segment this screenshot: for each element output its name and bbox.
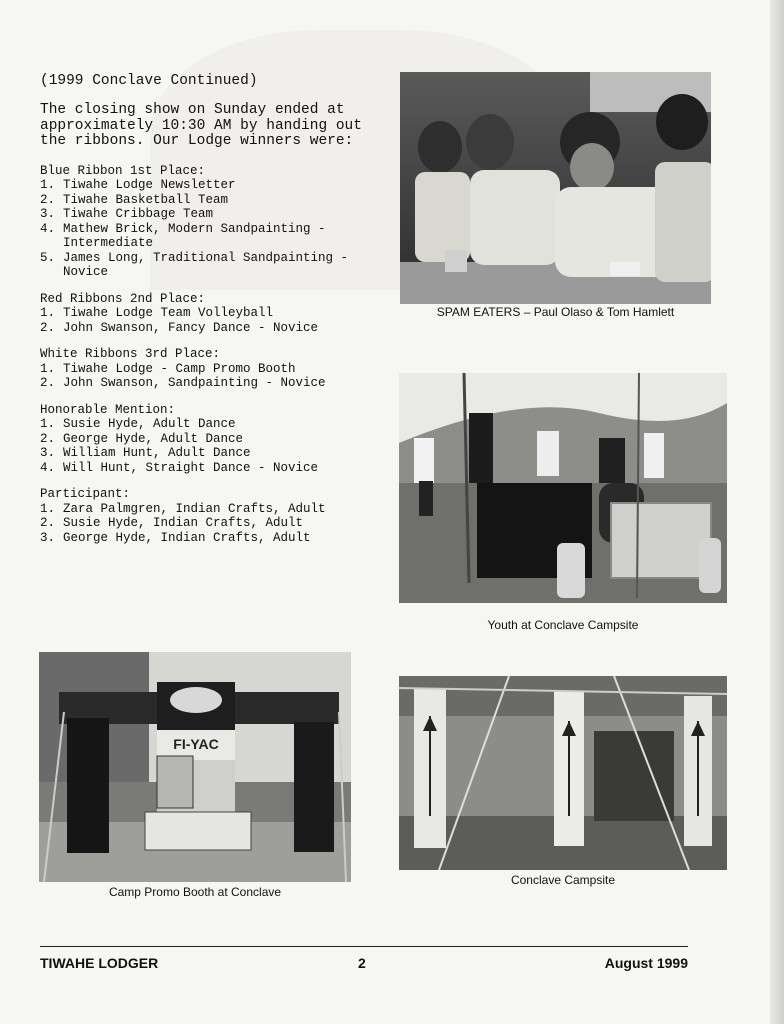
list-item: [40, 362, 385, 377]
list-item-number: 1.: [40, 501, 56, 516]
page-edge: [770, 0, 784, 1024]
list-item: [40, 502, 385, 517]
caption-promo-booth: Camp Promo Booth at Conclave: [108, 885, 282, 899]
list-item: [40, 516, 385, 531]
list-item-number: 1.: [40, 361, 56, 376]
list-item: [40, 417, 385, 432]
list-item: [40, 178, 385, 193]
list-item: [40, 461, 385, 476]
list-item-text: Tiwahe Lodge - Camp Promo Booth: [63, 361, 296, 376]
article-heading: (1999 Conclave Continued): [40, 73, 258, 89]
list-item-text: Zara Palmgren, Indian Crafts, Adult: [63, 501, 326, 516]
list-item: [40, 251, 385, 280]
text-column: [40, 73, 385, 557]
list-item-number: 4.: [40, 460, 56, 475]
footer-newsletter-name: TIWAHE LODGER: [40, 955, 159, 971]
list-item-number: 1.: [40, 306, 56, 320]
list-item-number: 3.: [40, 446, 56, 460]
list-item: [40, 306, 385, 321]
list-item-number: 3.: [40, 207, 56, 221]
footer-rule: [40, 946, 688, 947]
list-item-number: 2.: [40, 376, 56, 390]
list-item-text: Tiwahe Lodge Team Volleyball: [63, 306, 274, 320]
list-item-text: William Hunt, Adult Dance: [63, 446, 251, 460]
section-title: Honorable Mention:: [40, 402, 176, 417]
list-item-text: Mathew Brick, Modern Sandpainting - Intermediate: [63, 221, 326, 250]
list-item-text: Susie Hyde, Adult Dance: [63, 417, 236, 431]
spam-eaters-image: [400, 72, 711, 304]
footer-page-number: 2: [358, 955, 366, 971]
list-item-number: 2.: [40, 320, 56, 335]
list-item: [40, 446, 385, 461]
list-item-number: 2.: [40, 192, 56, 207]
list-item: [40, 193, 385, 208]
list-item-number: 3.: [40, 530, 56, 545]
booth-sign-text: FI-YAC: [173, 736, 219, 752]
photo-youth-campsite: [399, 373, 727, 603]
list-item-text: George Hyde, Indian Crafts, Adult: [63, 530, 311, 545]
caption-conclave-campsite: Conclave Campsite: [510, 873, 616, 887]
list-item: [40, 531, 385, 546]
list-item-number: 5.: [40, 250, 56, 265]
list-item-number: 1.: [40, 417, 56, 431]
list-item-text: John Swanson, Sandpainting - Novice: [63, 376, 326, 390]
list-item: [40, 432, 385, 447]
list-item-text: John Swanson, Fancy Dance - Novice: [63, 320, 319, 335]
list-item-text: Tiwahe Basketball Team: [63, 192, 229, 207]
caption-youth-campsite: Youth at Conclave Campsite: [487, 618, 639, 632]
list-item-text: Will Hunt, Straight Dance - Novice: [63, 460, 319, 475]
ribbon-section: [40, 164, 385, 280]
photo-conclave-campsite: [399, 676, 727, 870]
ribbon-sections: [40, 164, 385, 546]
photo-spam-eaters: [400, 72, 711, 304]
photo-promo-booth: [39, 652, 351, 882]
section-title: Red Ribbons 2nd Place:: [40, 291, 206, 306]
list-item-text: Tiwahe Cribbage Team: [63, 207, 214, 221]
article-intro: The closing show on Sunday ended at approximately 10:30 AM by handing out the ribbons. Our Lodge winners were:: [40, 102, 362, 149]
promo-booth-image: [39, 652, 351, 882]
ribbon-section: [40, 403, 385, 476]
ribbon-section: [40, 292, 385, 336]
list-item-number: 1.: [40, 178, 56, 192]
section-title: Participant:: [40, 487, 131, 501]
caption-spam-eaters: SPAM EATERS – Paul Olaso & Tom Hamlett: [436, 305, 675, 319]
list-item-number: 2.: [40, 516, 56, 530]
youth-campsite-image: [399, 373, 727, 603]
section-title: White Ribbons 3rd Place:: [40, 347, 221, 361]
ribbon-section: [40, 347, 385, 391]
footer-date: August 1999: [604, 955, 688, 971]
list-item: [40, 321, 385, 336]
list-item: [40, 222, 385, 251]
conclave-campsite-image: [399, 676, 727, 870]
list-item-text: James Long, Traditional Sandpainting - Novice: [63, 250, 349, 279]
section-title: Blue Ribbon 1st Place:: [40, 163, 206, 178]
list-item-text: George Hyde, Adult Dance: [63, 431, 244, 446]
list-item: [40, 376, 385, 391]
list-item-text: Susie Hyde, Indian Crafts, Adult: [63, 516, 304, 530]
list-item: [40, 207, 385, 222]
list-item-text: Tiwahe Lodge Newsletter: [63, 178, 236, 192]
list-item-number: 2.: [40, 431, 56, 446]
list-item-number: 4.: [40, 221, 56, 236]
ribbon-section: [40, 487, 385, 545]
